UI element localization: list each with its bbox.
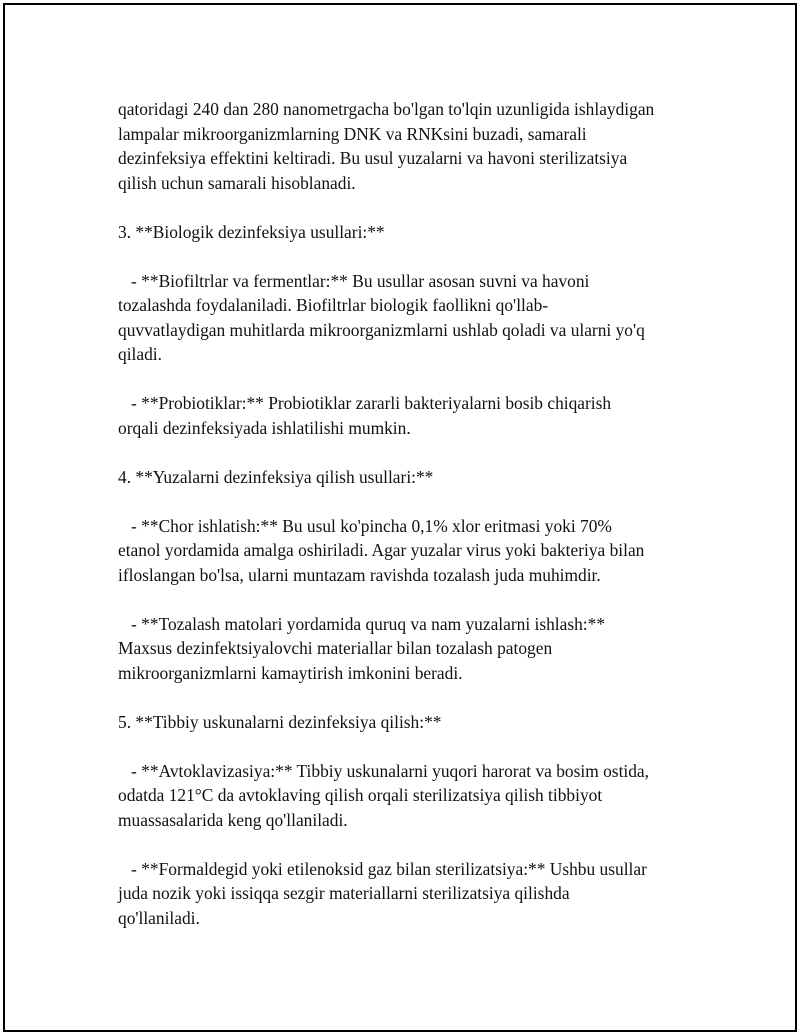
- paragraph: [118, 857, 718, 931]
- paragraph: [118, 97, 718, 195]
- paragraph: [118, 465, 718, 490]
- paragraph: [118, 612, 718, 686]
- text-line: - **Avtoklavizasiya:** Tibbiy uskunalarni yuqori harorat va bosim ostida,: [118, 760, 649, 781]
- text-line: mikroorganizmlarni kamaytirish imkonini beradi.: [118, 662, 463, 683]
- text-line: qiladi.: [118, 344, 162, 364]
- text-line: 4. **Yuzalarni dezinfeksiya qilish usullari:**: [118, 466, 434, 487]
- text-line: etanol yordamida amalga oshiriladi. Agar yuzalar virus yoki bakteriya bilan: [118, 540, 645, 560]
- text-line: lampalar mikroorganizmlarning DNK va RNKsini buzadi, samarali: [118, 123, 587, 144]
- text-line: qatoridagi 240 dan 280 nanometrgacha bo'lgan to'lqin uzunligida ishlaydigan: [118, 99, 655, 119]
- paragraph: [118, 269, 718, 367]
- text-line: quvvatlaydigan muhitlarda mikroorganizmlarni ushlab qoladi va ularni yo'q: [118, 319, 645, 340]
- document-page: [3, 3, 797, 1032]
- text-line: dezinfeksiya effektini keltiradi. Bu usul yuzalarni va havoni sterilizatsiya: [118, 148, 628, 168]
- text-line: muassasalarida keng qo'llaniladi.: [118, 809, 348, 830]
- text-line: - **Chor ishlatish:** Bu usul ko'pincha 0,1% xlor eritmasi yoki 70%: [118, 515, 612, 536]
- paragraph: [118, 710, 718, 735]
- paragraph: [118, 759, 718, 833]
- text-line: - **Biofiltrlar va fermentlar:** Bu usullar asosan suvni va havoni: [118, 270, 590, 291]
- text-line: Maxsus dezinfektsiyalovchi materiallar bilan tozalash patogen: [118, 638, 553, 658]
- text-line: tozalashda foydalaniladi. Biofiltrlar biologik faollikni qo'llab-: [118, 295, 549, 315]
- text-line: juda nozik yoki issiqqa sezgir materiallarni sterilizatsiya qilishda: [118, 883, 570, 903]
- text-line: 3. **Biologik dezinfeksiya usullari:**: [118, 221, 385, 242]
- text-line: odatda 121°C da avtoklaving qilish orqali sterilizatsiya qilish tibbiyot: [118, 785, 603, 805]
- text-line: qilish uchun samarali hisoblanadi.: [118, 172, 356, 193]
- text-line: ifloslangan bo'lsa, ularni muntazam ravishda tozalash juda muhimdir.: [118, 564, 601, 585]
- paragraph: [118, 220, 718, 245]
- text-line: - **Formaldegid yoki etilenoksid gaz bilan sterilizatsiya:** Ushbu usullar: [118, 858, 647, 879]
- text-line: 5. **Tibbiy uskunalarni dezinfeksiya qilish:**: [118, 711, 442, 732]
- text-line: orqali dezinfeksiyada ishlatilishi mumkin.: [118, 417, 411, 438]
- text-line: - **Tozalash matolari yordamida quruq va nam yuzalarni ishlash:**: [118, 613, 606, 634]
- text-line: - **Probiotiklar:** Probiotiklar zararli bakteriyalarni bosib chiqarish: [118, 393, 612, 413]
- document-body: [118, 97, 718, 955]
- text-line: qo'llaniladi.: [118, 907, 200, 928]
- paragraph: [118, 391, 718, 440]
- paragraph: [118, 514, 718, 588]
